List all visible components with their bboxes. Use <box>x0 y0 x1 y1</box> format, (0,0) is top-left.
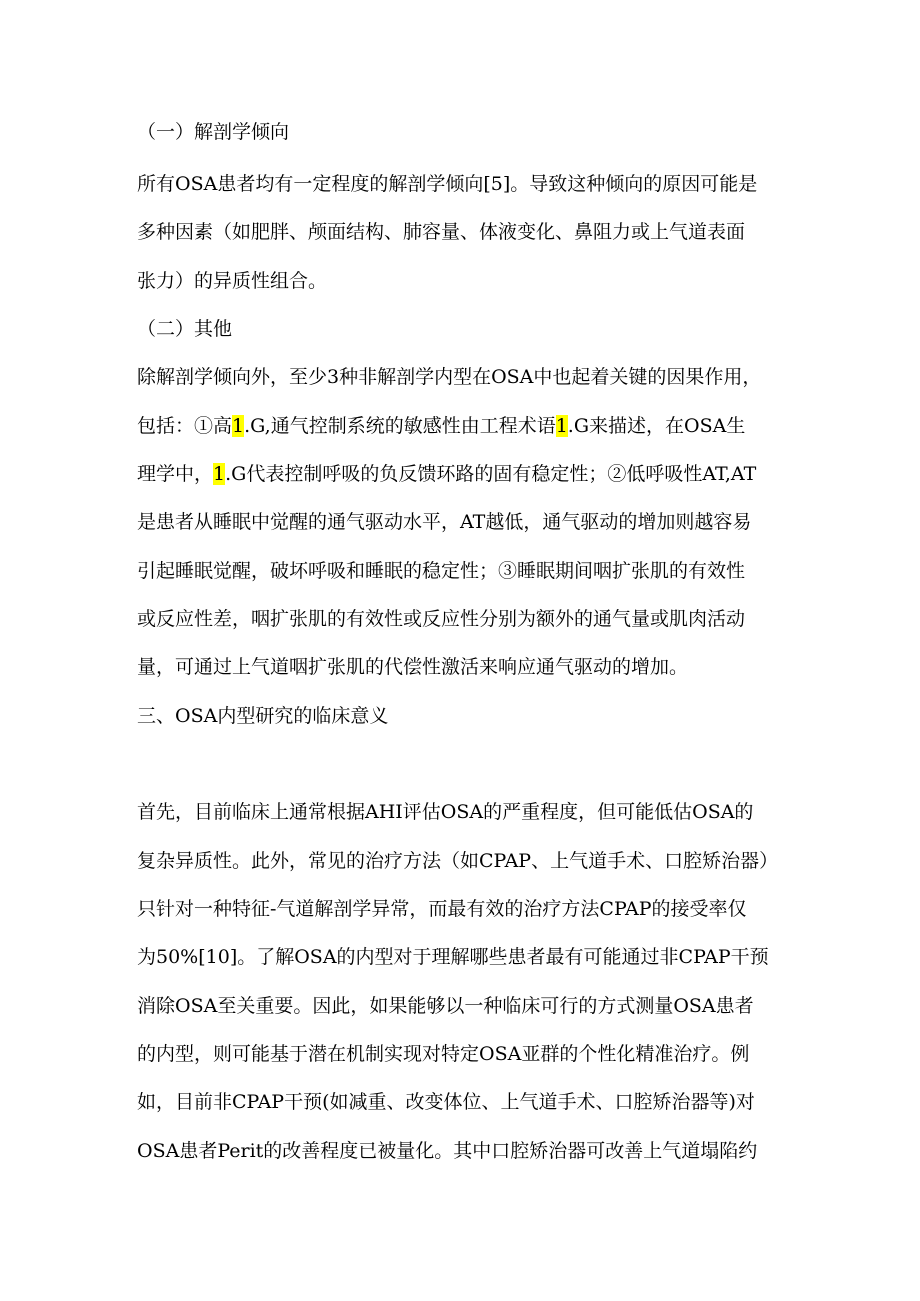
paragraph-line: 多种因素（如肥胖、颅面结构、肺容量、体液变化、鼻阻力或上气道表面 <box>137 221 746 243</box>
section-heading-anatomy: （一）解剖学倾向 <box>137 121 290 143</box>
paragraph-line: 量，可通过上气道咽扩张肌的代偿性激活来响应通气驱动的增加。 <box>137 656 689 678</box>
text-run: 理学中， <box>137 463 214 485</box>
paragraph-line: 复杂异质性。此外，常见的治疗方法（如CPAP、上气道手术、口腔矫治器） <box>137 850 779 872</box>
text-run: .G,通气控制系统的敏感性由工程术语 <box>244 415 556 437</box>
highlighted-text: 1 <box>555 415 568 437</box>
paragraph-line: 首先，目前临床上通常根据AHI评估OSA的严重程度，但可能低估OSA的 <box>137 801 754 823</box>
paragraph-line: 或反应性差，咽扩张肌的有效性或反应性分别为额外的通气量或肌肉活动 <box>137 608 746 630</box>
text-run: .G代表控制呼吸的负反馈环路的固有稳定性；②低呼吸性AT,AT <box>225 463 757 485</box>
text-run: .G来描述，在OSA生 <box>567 415 746 437</box>
paragraph-line: 是患者从睡眠中觉醒的通气驱动水平，AT越低，通气驱动的增加则越容易 <box>137 511 752 533</box>
highlighted-text: 1 <box>213 463 226 485</box>
highlighted-text: 1 <box>232 415 245 437</box>
paragraph-line: 为50%[10]。了解OSA的内型对于理解哪些患者最有可能通过非CPAP干预 <box>137 946 769 968</box>
paragraph-line: 只针对一种特征-气道解剖学异常，而最有效的治疗方法CPAP的接受率仅 <box>137 898 747 920</box>
paragraph-line: 如，目前非CPAP干预(如减重、改变体位、上气道手术、口腔矫治器等)对 <box>137 1091 755 1113</box>
paragraph-line: 消除OSA至关重要。因此，如果能够以一种临床可行的方式测量OSA患者 <box>137 995 754 1017</box>
paragraph-line <box>137 460 756 488</box>
paragraph-line: 除解剖学倾向外，至少3种非解剖学内型在OSA中也起着关键的因果作用， <box>137 366 762 388</box>
paragraph-line: 张力）的异质性组合。 <box>137 270 328 292</box>
paragraph-line: 的内型，则可能基于潜在机制实现对特定OSA亚群的个性化精准治疗。例 <box>137 1043 750 1065</box>
text-run: 包括：①高 <box>137 415 233 437</box>
paragraph-line <box>137 412 745 440</box>
section-heading-other: （二）其他 <box>137 318 233 340</box>
paragraph-line: OSA患者Perit的改善程度已被量化。其中口腔矫治器可改善上气道塌陷约 <box>137 1140 758 1162</box>
paragraph-line: 所有OSA患者均有一定程度的解剖学倾向[5]。导致这种倾向的原因可能是 <box>137 173 758 195</box>
section-heading-clinical: 三、OSA内型研究的临床意义 <box>137 705 389 727</box>
paragraph-line: 引起睡眠觉醒，破坏呼吸和睡眠的稳定性；③睡眠期间咽扩张肌的有效性 <box>137 560 746 582</box>
